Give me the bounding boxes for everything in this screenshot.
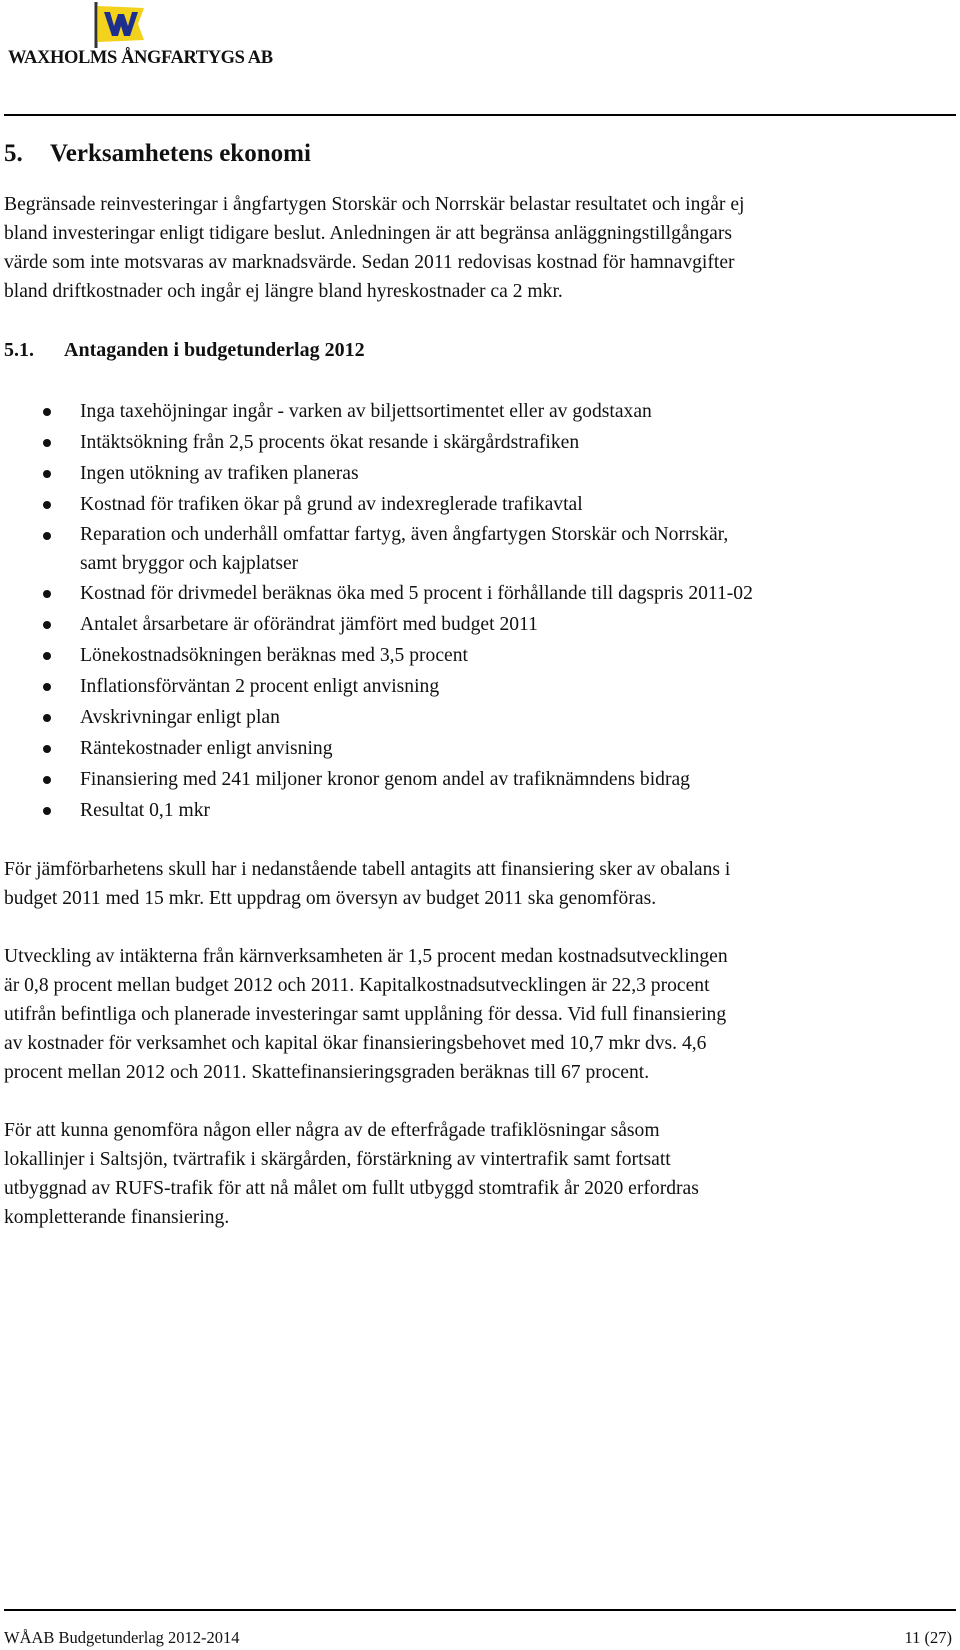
bullet-icon — [43, 652, 51, 660]
subsection-number: 5.1. — [4, 339, 34, 361]
section-heading — [4, 140, 311, 168]
section-title: Verksamhetens ekonomi — [50, 140, 311, 167]
header-divider — [4, 114, 956, 116]
section-number: 5. — [4, 140, 23, 167]
text-line: För att kunna genomföra någon eller några av de efterfrågade trafiklösningar såsom — [4, 1120, 660, 1141]
bullet-icon — [43, 745, 51, 753]
bullet-icon — [43, 714, 51, 722]
text-line: värde som inte motsvaras av marknadsvärde. Sedan 2011 redovisas kostnad för hamnavgifter — [4, 252, 735, 273]
comparability-paragraph — [4, 855, 730, 913]
financing-paragraph — [4, 1116, 699, 1232]
page-number: 11 (27) — [904, 1628, 952, 1647]
list-item: Lönekostnadsökningen beräknas med 3,5 procent — [0, 640, 753, 671]
list-item: Avskrivningar enligt plan — [0, 702, 753, 733]
bullet-icon — [43, 501, 51, 509]
list-item: Inflationsförväntan 2 procent enligt anvisning — [0, 671, 753, 702]
bullet-icon — [43, 807, 51, 815]
text-line: budget 2011 med 15 mkr. Ett uppdrag om översyn av budget 2011 ska genomföras. — [4, 888, 657, 909]
text-line: bland driftkostnader och ingår ej längre bland hyreskostnader ca 2 mkr. — [4, 281, 563, 302]
logo-wordmark: WAXHOLMS ÅNGFARTYGS AB — [8, 48, 273, 68]
footer-document-title: WÅAB Budgetunderlag 2012-2014 — [4, 1628, 240, 1647]
list-item: Reparation och underhåll omfattar fartyg, även ångfartygen Storskär och Norrskär, samt bryggor och kajplatser — [0, 520, 753, 578]
assumptions-list — [0, 396, 753, 826]
text-line: procent mellan 2012 och 2011. Skattefinansieringsgraden beräknas till 67 procent. — [4, 1062, 650, 1083]
list-item: Finansiering med 241 miljoner kronor genom andel av trafiknämndens bidrag — [0, 764, 753, 795]
bullet-icon — [43, 470, 51, 478]
list-item: Räntekostnader enligt anvisning — [0, 733, 753, 764]
text-line: För jämförbarhetens skull har i nedanstående tabell antagits att finansiering sker av obalans i — [4, 859, 731, 880]
footer-divider — [4, 1609, 956, 1611]
bullet-icon — [43, 683, 51, 691]
text-line: av kostnader för verksamhet och kapital ökar finansieringsbehovet med 10,7 mkr dvs. 4,6 — [4, 1033, 707, 1054]
text-line: kompletterande finansiering. — [4, 1207, 230, 1228]
text-line: Utveckling av intäkterna från kärnverksamheten är 1,5 procent medan kostnadsutvecklingen — [4, 946, 728, 967]
list-item: Ingen utökning av trafiken planeras — [0, 458, 753, 489]
list-item: Resultat 0,1 mkr — [0, 795, 753, 826]
text-line: utbyggnad av RUFS-trafik för att nå målet om fullt utbyggd stomtrafik år 2020 erfordras — [4, 1178, 699, 1199]
subsection-heading — [4, 339, 365, 362]
list-item: Antalet årsarbetare är oförändrat jämfört med budget 2011 — [0, 609, 753, 640]
subsection-title: Antaganden i budgetunderlag 2012 — [64, 339, 365, 361]
company-logo — [4, 2, 273, 74]
intro-paragraph — [4, 190, 744, 306]
flag-logo-icon — [4, 2, 234, 52]
text-line: är 0,8 procent mellan budget 2012 och 2011. Kapitalkostnadsutvecklingen är 22,3 procent — [4, 975, 710, 996]
bullet-icon — [43, 408, 51, 416]
text-line: Begränsade reinvesteringar i ångfartygen Storskär och Norrskär belastar resultatet och ingår ej — [4, 194, 745, 215]
bullet-icon — [43, 776, 51, 784]
list-item: Intäktsökning från 2,5 procents ökat resande i skärgårdstrafiken — [0, 427, 753, 458]
bullet-icon — [43, 439, 51, 447]
list-item: Kostnad för trafiken ökar på grund av indexreglerade trafikavtal — [0, 489, 753, 520]
revenue-development-paragraph — [4, 942, 728, 1087]
text-line: utifrån befintliga och planerade investeringar samt upplåning för dessa. Vid full finansiering — [4, 1004, 727, 1025]
bullet-icon — [43, 621, 51, 629]
bullet-icon — [43, 532, 51, 540]
text-line: lokallinjer i Saltsjön, tvärtrafik i skärgården, förstärkning av vintertrafik samt fortsatt — [4, 1149, 671, 1170]
text-line: bland investeringar enligt tidigare beslut. Anledningen är att begränsa anläggningstillgångars — [4, 223, 733, 244]
list-item: Kostnad för drivmedel beräknas öka med 5 procent i förhållande till dagspris 2011-02 — [0, 578, 753, 609]
bullet-icon — [43, 590, 51, 598]
list-item: Inga taxehöjningar ingår - varken av biljettsortimentet eller av godstaxan — [0, 396, 753, 427]
